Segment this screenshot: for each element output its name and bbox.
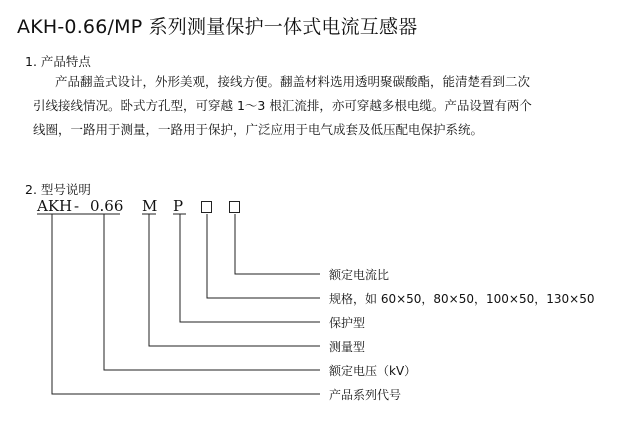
leader-protect xyxy=(180,214,320,322)
leader-series xyxy=(52,214,320,394)
label-voltage: 额定电压（kV） xyxy=(329,364,417,378)
leader-spec xyxy=(207,214,320,298)
label-measure: 测量型 xyxy=(329,340,366,354)
model-part-measure: M xyxy=(142,197,158,215)
model-part-protect: P xyxy=(173,197,184,215)
label-protect: 保护型 xyxy=(329,316,366,330)
paragraph-line-3: 线圈，一路用于测量，一路用于保护，广泛应用于电气成套及低压配电保护系统。 xyxy=(33,122,484,137)
leader-voltage xyxy=(104,214,320,370)
model-part-dash: - xyxy=(74,197,80,215)
leader-rated-ratio xyxy=(235,214,320,274)
label-spec: 规格，如 60×50，80×50，100×50，130×50 xyxy=(329,292,595,306)
section-heading-model: 2. 型号说明 xyxy=(25,182,91,197)
section-heading-features: 1. 产品特点 xyxy=(25,54,91,69)
model-part-voltage: 0.66 xyxy=(90,197,124,215)
page-title: AKH-0.66/MP 系列测量保护一体式电流互感器 xyxy=(17,16,418,38)
label-rated-ratio: 额定电流比 xyxy=(329,268,390,282)
label-series: 产品系列代号 xyxy=(329,388,402,402)
paragraph-line-1: 产品翻盖式设计，外形美观，接线方便。翻盖材料选用透明聚碳酸酯，能清楚看到二次 xyxy=(55,74,531,89)
model-part-series: AKH xyxy=(37,197,73,215)
paragraph-line-2: 引线接线情况。卧式方孔型，可穿越 1～3 根汇流排，亦可穿越多根电缆。产品设置有两个 xyxy=(33,98,532,113)
